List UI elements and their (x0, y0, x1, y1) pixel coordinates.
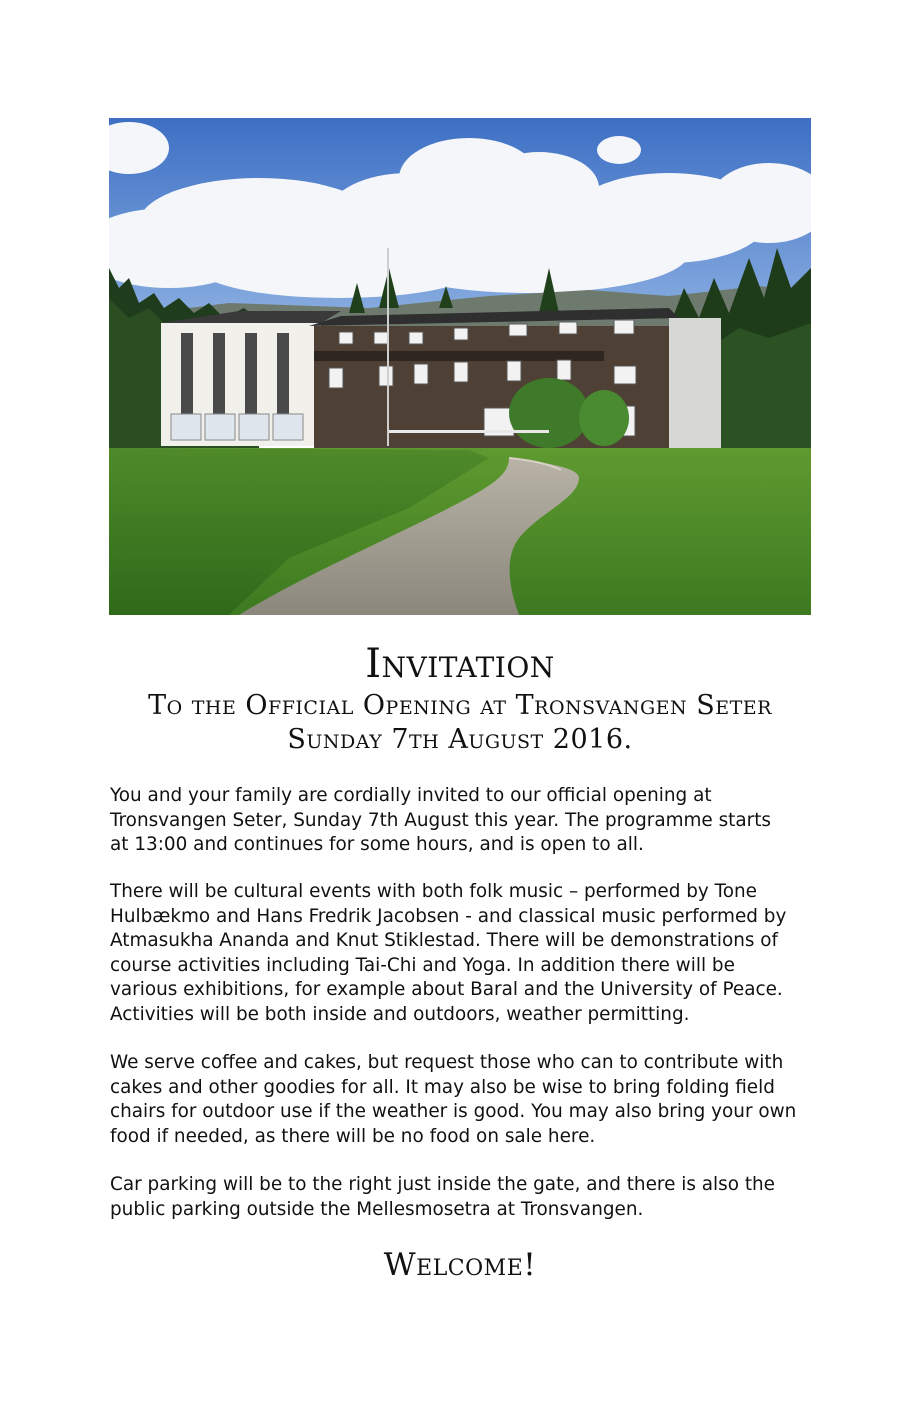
subtitle-date: Sunday 7th August 2016. (287, 724, 633, 755)
cover-photo (109, 118, 811, 615)
paragraph-parking: Car parking will be to the right just inside the gate, and there is also the public parking outside the Mellesmosetra at Tronsvangen. (110, 1174, 775, 1220)
subtitle-event: To the Official Opening at Tronsvangen Seter (148, 690, 772, 721)
page-title: Invitation (365, 641, 555, 687)
paragraph-events: There will be cultural events with both folk music – performed by Tone Hulbækmo and Hans Fredrik Jacobsen - and classical music performed by Atmasukha Ananda and Knut Stiklestad. There will be demonstrations of course activities including Tai-Chi and Yoga. In addition there will be various exhibitions, for example about Baral and the University of Peace. Activities will be both inside and outdoors, weather permitting. (110, 881, 787, 1025)
closing-welcome: Welcome! (383, 1247, 537, 1283)
paragraph-refreshments: We serve coffee and cakes, but request those who can to contribute with cakes and other goodies for all. It may also be wise to bring folding field chairs for outdoor use if the weather is good. You may also bring your own food if needed, as there will be no food on sale here. (110, 1052, 797, 1147)
photo-illustration (109, 118, 811, 615)
paragraph-invitation: You and your family are cordially invited to our official opening at Tronsvangen Seter, Sunday 7th August this year. The programme starts at 13:00 and continues for some hours, and is open to all. (110, 785, 771, 855)
